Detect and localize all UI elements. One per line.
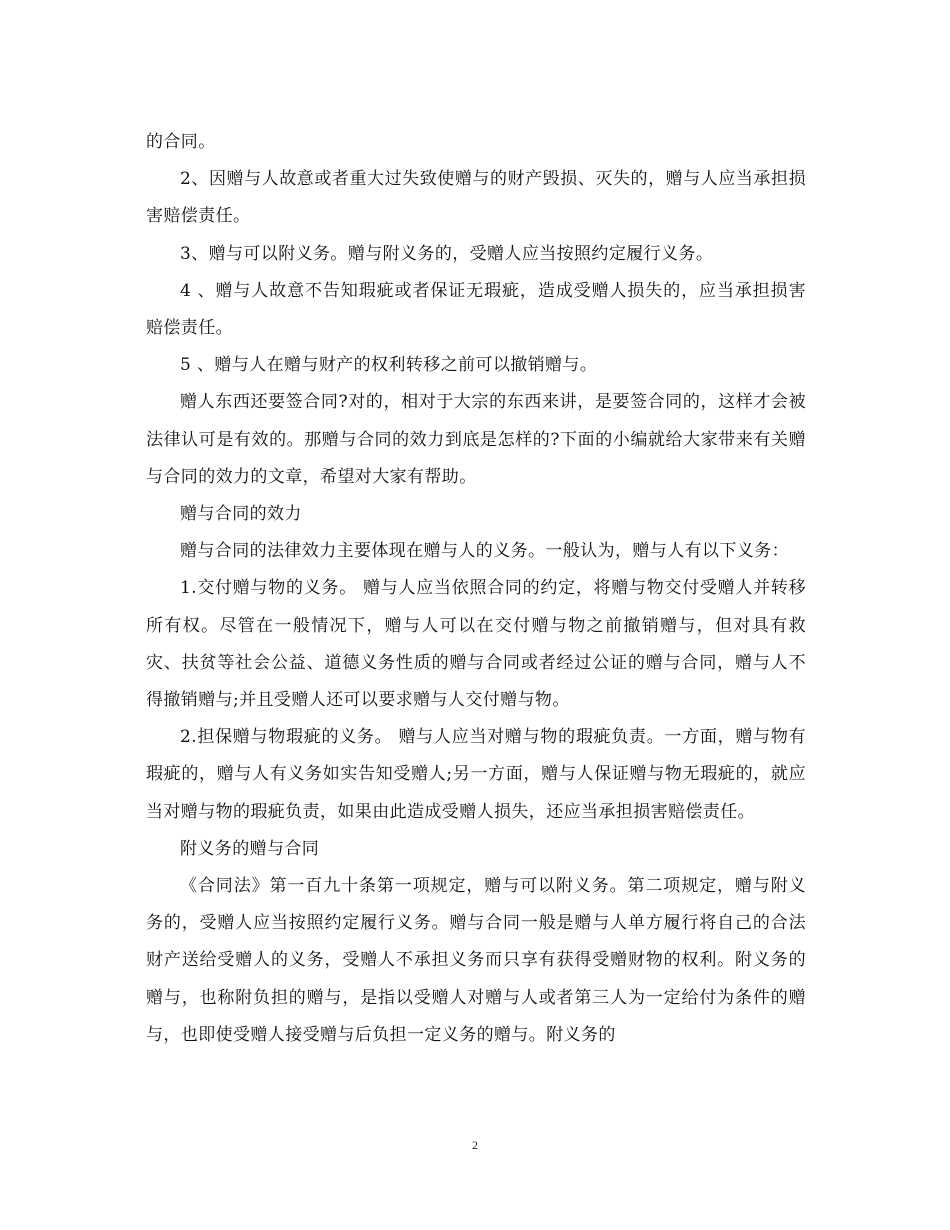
paragraph-1: 的合同。 xyxy=(146,132,216,152)
page-number: 2 xyxy=(472,1138,478,1152)
paragraph-4: 4 、赠与人故意不告知瑕疵或者保证无瑕疵，造成受赠人损失的，应当承担损害赔偿责任。 xyxy=(146,280,806,339)
section-heading-contract-effect: 赠与合同的效力 xyxy=(180,504,302,525)
paragraph-9: 1.交付赠与物的义务。 赠与人应当依照合同的约定，将赠与物交付受赠人并转移所有权。尽管在一般情况下，赠与人可以在交付赠与物之前撤销赠与，但对具有救灾、扶贫等社会公益、道德义务性质的赠与合同或者经过公证的赠与合同，赠与人不得撤销赠与;并且受赠人还可以要求赠与人交付赠与物。 xyxy=(146,578,806,711)
paragraph-5: 5 、赠与人在赠与财产的权利转移之前可以撤销赠与。 xyxy=(180,355,598,376)
paragraph-12: 《合同法》第一百九十条第一项规定，赠与可以附义务。第二项规定，赠与附义务的，受赠人应当按照约定履行义务。赠与合同一般是赠与人单方履行将自己的合法财产送给受赠人的义务，受赠人不承担义务而只享有获得受赠财物的权利。附义务的赠与，也称附负担的赠与，是指以受赠人对赠与人或者第三人为一定给付为条件的赠与，也即使受赠人接受赠与后负担一定义务的赠与。附义务的 xyxy=(146,876,806,1045)
paragraph-3: 3、赠与可以附义务。赠与附义务的，受赠人应当按照约定履行义务。 xyxy=(180,243,714,264)
section-heading-obligation-gift: 附义务的赠与合同 xyxy=(180,838,320,859)
document-body xyxy=(146,124,806,1054)
paragraph-10: 2.担保赠与物瑕疵的义务。 赠与人应当对赠与物的瑕疵负责。一方面，赠与物有瑕疵的，赠与人有义务如实告知受赠人;另一方面，赠与人保证赠与物无瑕疵的，就应当对赠与物的瑕疵负责，如果由此造成受赠人损失，还应当承担损害赔偿责任。 xyxy=(146,727,806,822)
paragraph-8: 赠与合同的法律效力主要体现在赠与人的义务。一般认为，赠与人有以下义务： xyxy=(180,541,789,562)
paragraph-6: 赠人东西还要签合同?对的，相对于大宗的东西来讲，是要签合同的，这样才会被法律认可是有效的。那赠与合同的效力到底是怎样的?下面的小编就给大家带来有关赠与合同的效力的文章，希望对大家有帮助。 xyxy=(146,392,806,487)
paragraph-2: 2、因赠与人故意或者重大过失致使赠与的财产毁损、灭失的，赠与人应当承担损害赔偿责任。 xyxy=(146,169,806,227)
